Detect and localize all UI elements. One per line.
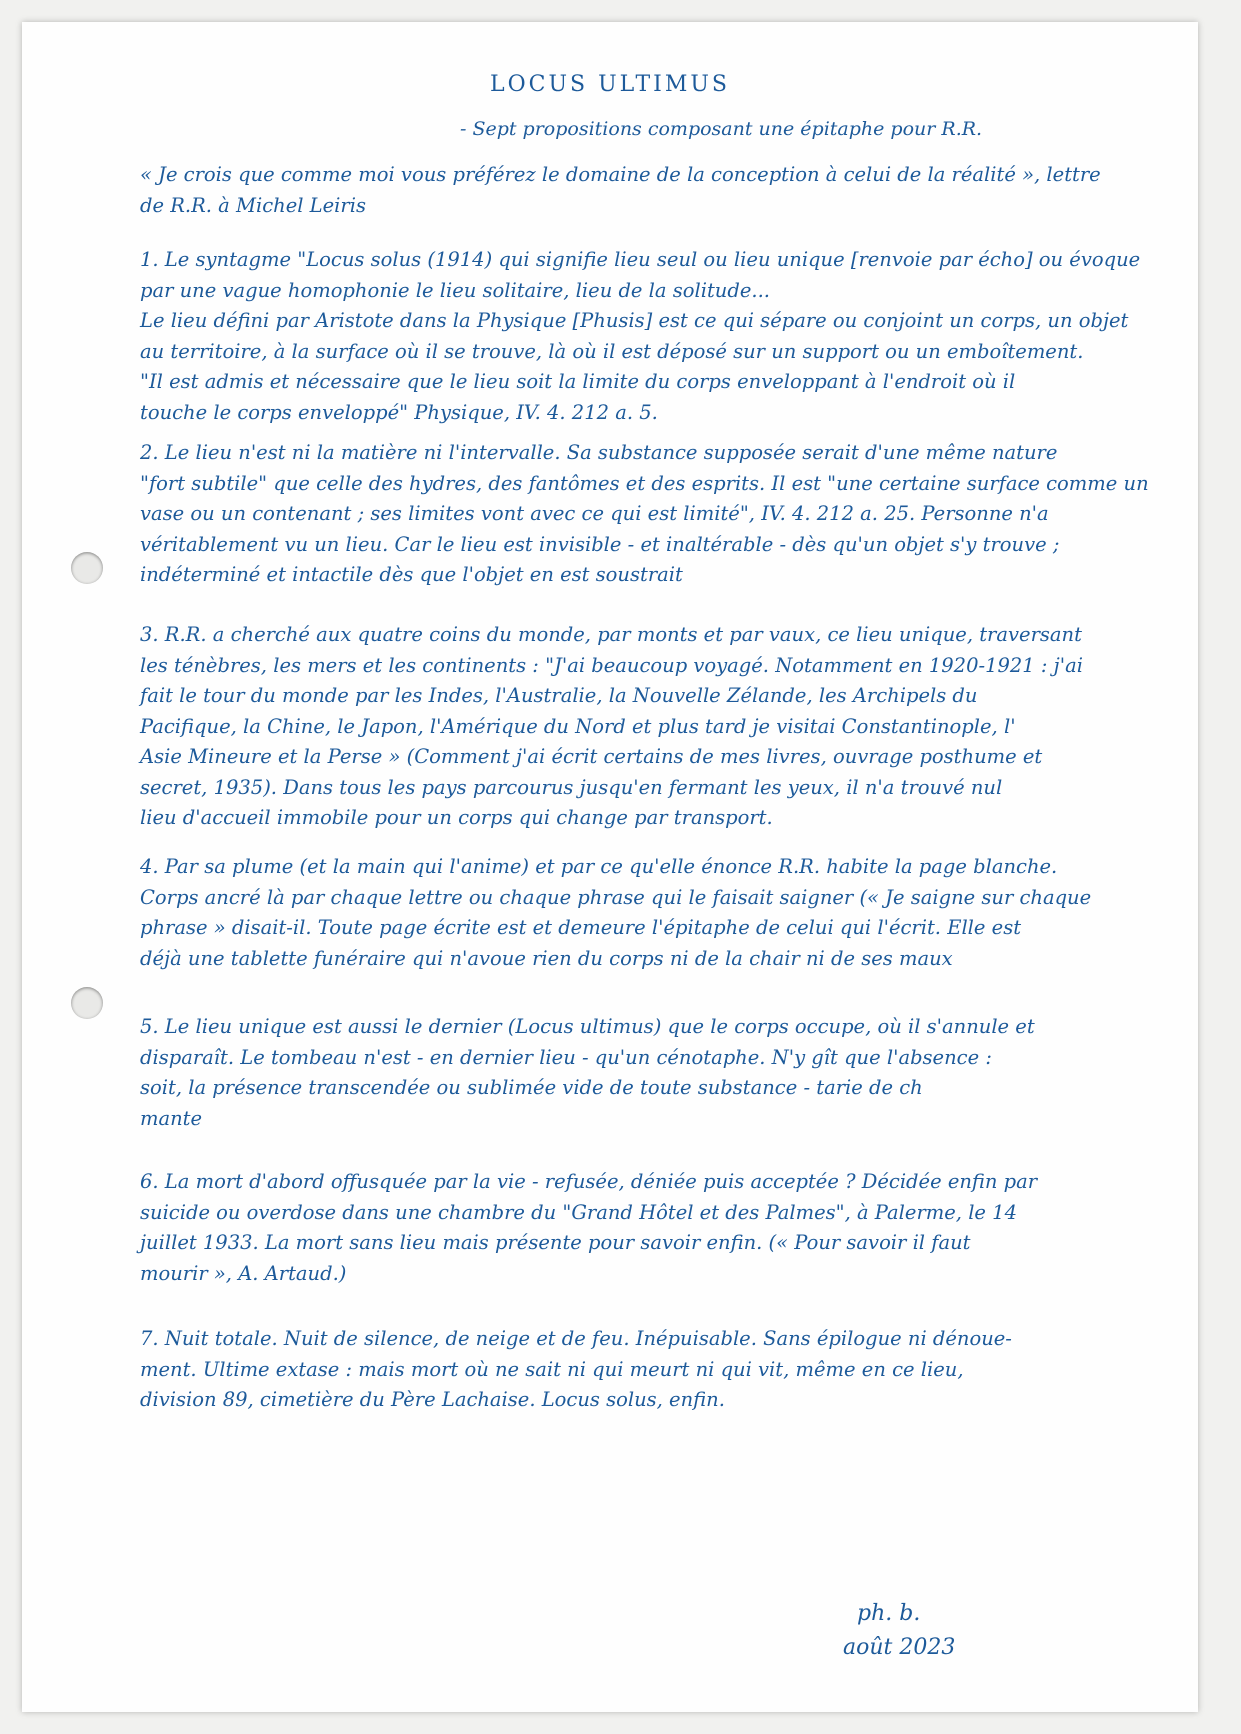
proposition-2 xyxy=(140,438,1149,591)
text-line: Asie Mineure et la Perse » (Comment j'ai écrit certains de mes livres, ouvrage posthume et xyxy=(140,745,1043,768)
text-line: suicide ou overdose dans une chambre du "Grand Hôtel et des Palmes", à Palerme, le 14 xyxy=(140,1200,1017,1224)
punch-hole xyxy=(71,987,103,1019)
epigraph xyxy=(140,160,1100,221)
text-line: les ténèbres, les mers et les continents : "J'ai beaucoup voyagé. Notamment en 1920-1921 : j'ai xyxy=(140,653,1083,677)
text-line: 6. La mort d'abord offusquée par la vie - refusée, déniée puis acceptée ? Décidée enfin par xyxy=(140,1170,1038,1193)
proposition-6 xyxy=(140,1167,1115,1289)
text-line: ment. Ultime extase : mais mort où ne sait ni qui meurt ni qui vit, même en ce lieu, xyxy=(140,1357,964,1381)
text-line: Pacifique, la Chine, le Japon, l'Amérique du Nord et plus tard je visitai Constantinople, l' xyxy=(140,714,1016,738)
text-line: 4. Par sa plume (et la main qui l'anime) et par ce qu'elle énonce R.R. habite la page blanche. xyxy=(140,855,1058,878)
text-line: disparaît. Le tombeau n'est - en dernier lieu - qu'un cénotaphe. N'y gît que l'absence : xyxy=(140,1045,992,1069)
text-line: division 89, cimetière du Père Lachaise. Locus solus, enfin. xyxy=(140,1388,725,1411)
text-line: soit, la présence transcendée ou sublimée vide de toute substance - tarie de ch xyxy=(140,1076,923,1099)
text-line: vase ou un contenant ; ses limites vont avec ce qui est limité", IV. 4. 212 a. 25. Personne n'a xyxy=(140,502,1049,525)
proposition-1 xyxy=(140,245,1141,428)
text-line: mourir », A. Artaud.) xyxy=(140,1261,347,1285)
signature-initials: ph. b. xyxy=(857,1601,921,1626)
text-line: 1. Le syntagme "Locus solus (1914) qui signifie lieu seul ou lieu unique [renvoie par écho] ou évoque xyxy=(140,248,1141,271)
text-line: secret, 1935). Dans tous les pays parcourus jusqu'en fermant les yeux, il n'a trouvé nul xyxy=(140,775,1003,799)
proposition-5 xyxy=(140,1012,1115,1134)
signature-date: août 2023 xyxy=(843,1635,956,1660)
epigraph-line: de R.R. à Michel Leiris xyxy=(140,193,366,217)
text-line: 2. Le lieu n'est ni la matière ni l'intervalle. Sa substance supposée serait d'une même nature xyxy=(140,441,1058,464)
proposition-4 xyxy=(140,852,1115,974)
epigraph-line: « Je crois que comme moi vous préférez le domaine de la conception à celui de la réalité », lettre xyxy=(140,163,1101,186)
text-line: Le lieu défini par Aristote dans la Physique [Phusis] est ce qui sépare ou conjoint un corps, un objet xyxy=(140,309,1129,332)
handwritten-page xyxy=(22,22,1198,1712)
signature-block xyxy=(843,1597,956,1665)
text-line: 3. R.R. a cherché aux quatre coins du monde, par monts et par vaux, ce lieu unique, traversant xyxy=(140,623,1082,646)
text-line: "fort subtile" que celle des hydres, des fantômes et des esprits. Il est "une certaine surface comme un xyxy=(140,471,1149,495)
text-line: touche le corps enveloppé" Physique, IV. 4. 212 a. 5. xyxy=(140,400,658,424)
text-line: par une vague homophonie le lieu solitaire, lieu de la solitude... xyxy=(140,278,770,302)
text-line: fait le tour du monde par les Indes, l'Australie, la Nouvelle Zélande, les Archipels du xyxy=(140,684,978,707)
text-line: lieu d'accueil immobile pour un corps qui change par transport. xyxy=(140,806,773,829)
text-line: phrase » disait-il. Toute page écrite est et demeure l'épitaphe de celui qui l'écrit. Elle est xyxy=(140,916,1022,939)
text-line: juillet 1933. La mort sans lieu mais présente pour savoir enfin. (« Pour savoir il faut xyxy=(140,1231,971,1254)
text-line: 5. Le lieu unique est aussi le dernier (Locus ultimus) que le corps occupe, où il s'annule et xyxy=(140,1015,1035,1038)
text-line: mante xyxy=(140,1106,203,1130)
text-line: Corps ancré là par chaque lettre ou chaque phrase qui le faisait saigner (« Je saigne sur chaque xyxy=(140,885,1092,909)
proposition-3 xyxy=(140,620,1115,834)
text-line: déjà une tablette funéraire qui n'avoue rien du corps ni de la chair ni de ses maux xyxy=(140,946,953,970)
proposition-7 xyxy=(140,1324,1115,1416)
text-line: "Il est admis et nécessaire que le lieu soit la limite du corps enveloppant à l'endroit où il xyxy=(140,370,1016,393)
page-subtitle: - Sept propositions composant une épitaphe pour R.R. xyxy=(460,118,983,140)
page-title: LOCUS ULTIMUS xyxy=(490,72,730,97)
text-line: au territoire, à la surface où il se trouve, là où il est déposé sur un support ou un emboîtement. xyxy=(140,339,1084,363)
text-line: 7. Nuit totale. Nuit de silence, de neige et de feu. Inépuisable. Sans épilogue ni dénoue- xyxy=(140,1327,1012,1350)
text-line: indéterminé et intactile dès que l'objet en est soustrait xyxy=(140,563,683,586)
punch-hole xyxy=(71,552,103,584)
text-line: véritablement vu un lieu. Car le lieu est invisible - et inaltérable - dès qu'un objet s'y trouve ; xyxy=(140,532,1060,556)
